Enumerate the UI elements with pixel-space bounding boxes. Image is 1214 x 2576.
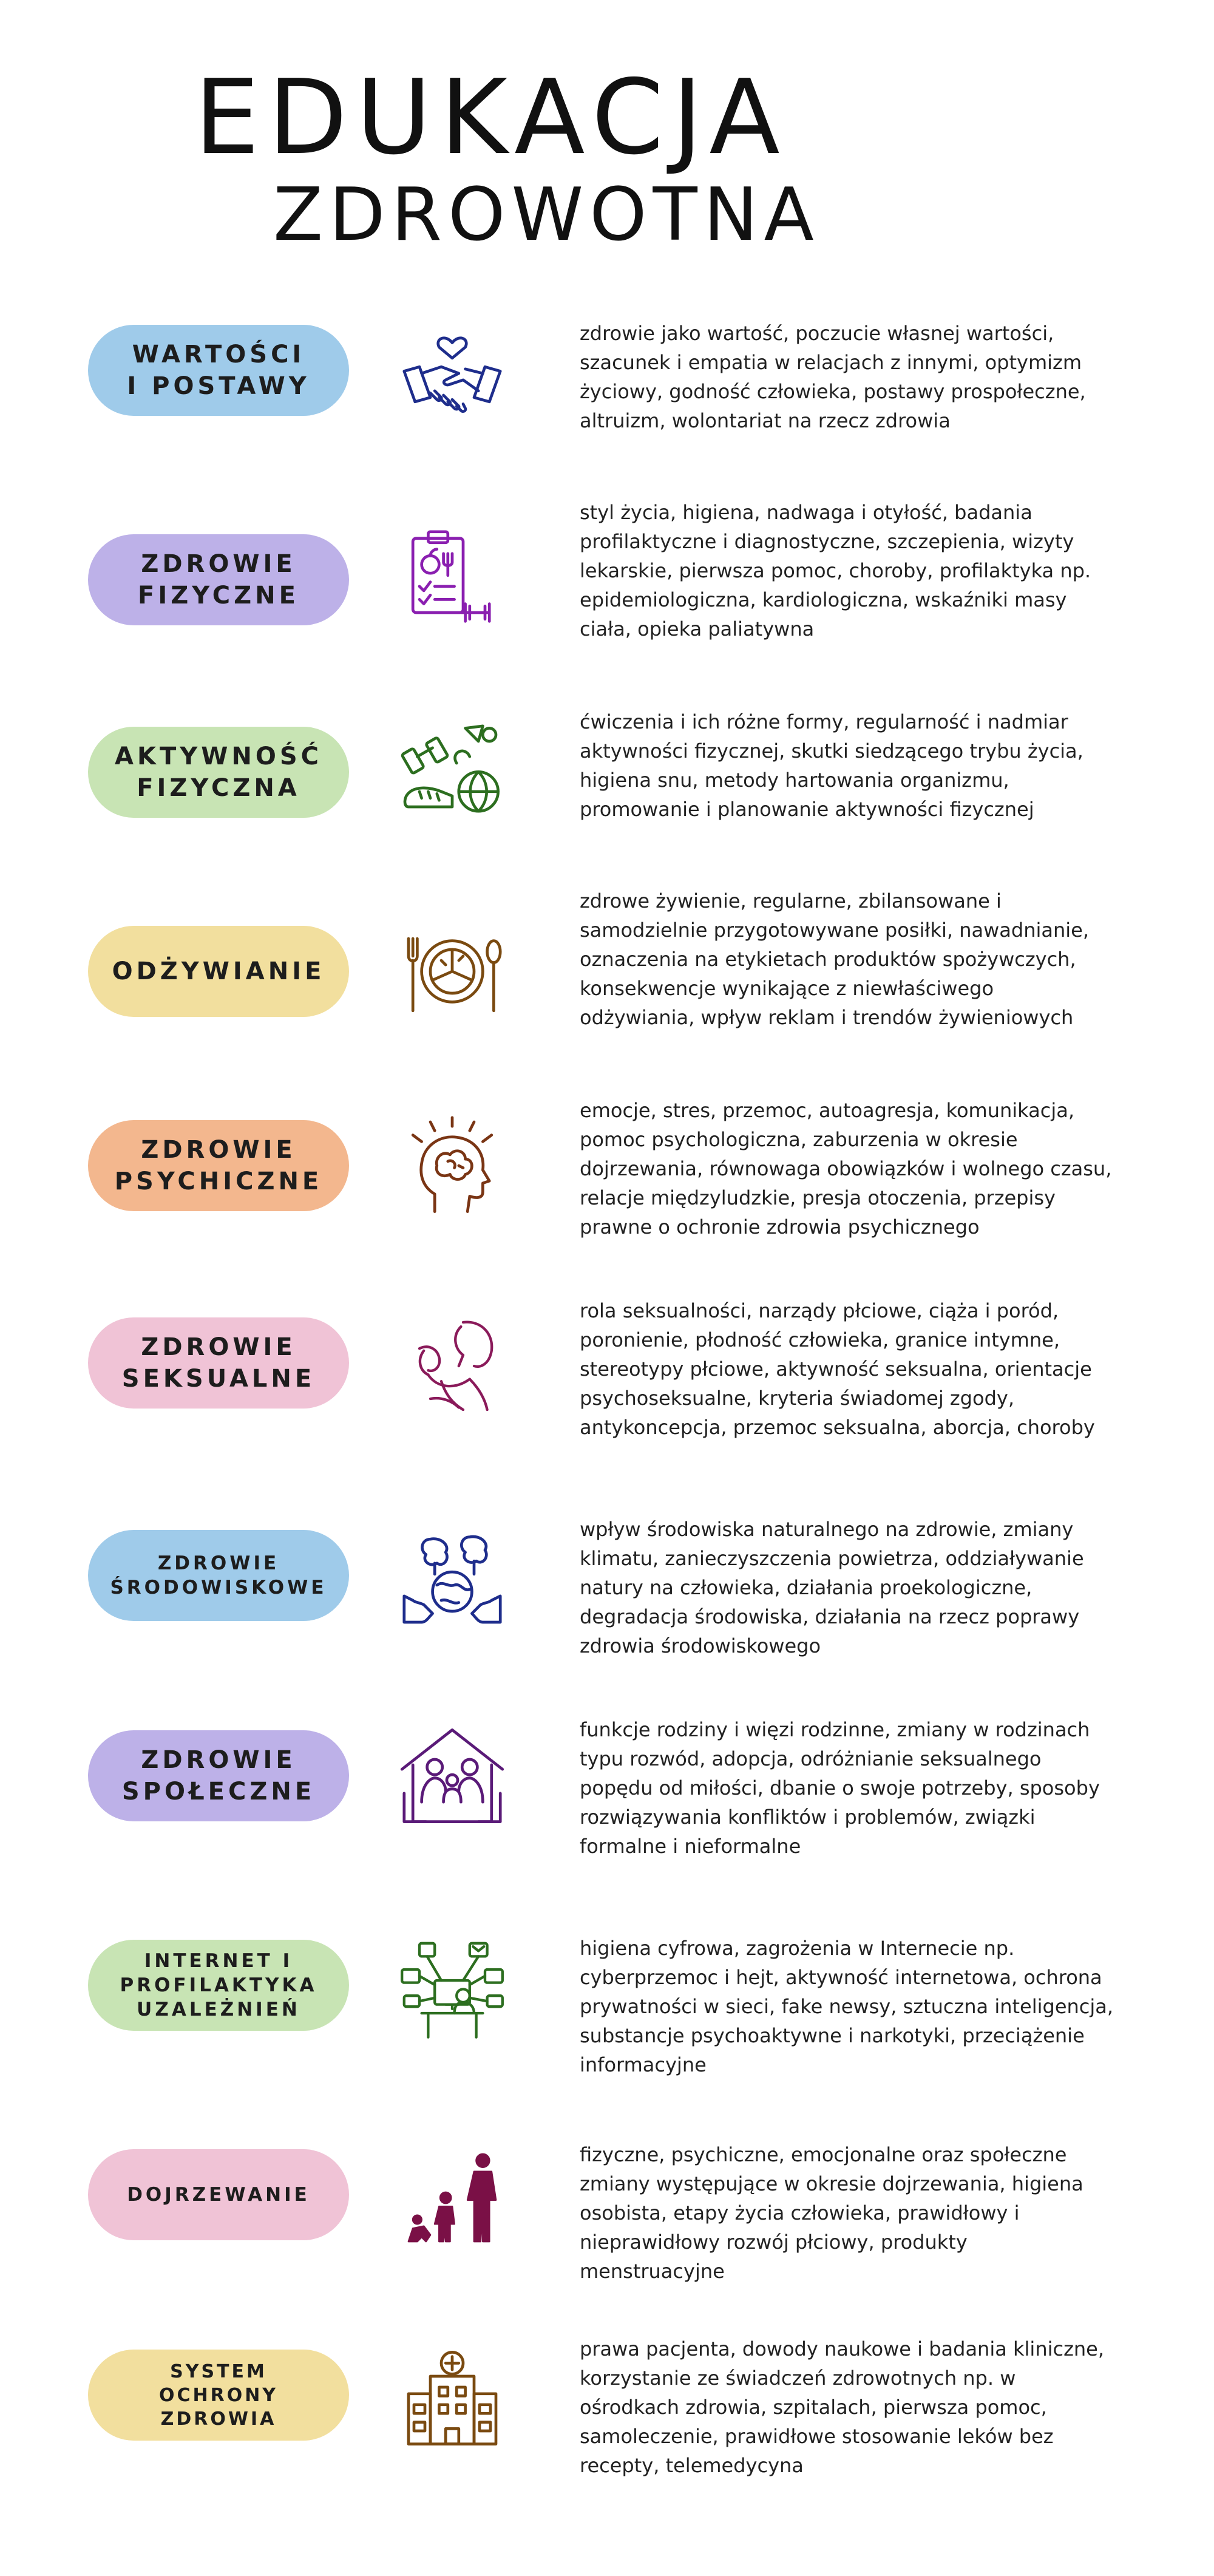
section-description: prawa pacjenta, dowody naukowe i badania kliniczne, korzystanie ze świadczeń zdrowotnych np. w ośrodkach zdrowia, szpitalach, pierwsza pomoc, samoleczenie, prawidłowe stosowanie leków bez recepty, telemedycyna: [580, 2337, 1105, 2477]
computer-network-icon: [398, 1937, 507, 2046]
section-label: ODŻYWIANIE: [88, 926, 349, 1017]
section-description: higiena cyfrowa, zagrożenia w Internecie np. cyberprzemoc i hejt, aktywność internetowa, ochrona prywatności w sieci, fake newsy, sztuczna inteligencja, substancje psychoaktywne i narkotyki, przeciążenie informacyjne: [580, 1937, 1114, 2076]
section-label: ZDROWIE PSYCHICZNE: [88, 1120, 349, 1211]
couple-embrace-icon: [398, 1311, 507, 1421]
section-description: wpływ środowiska naturalnego na zdrowie, zmiany klimatu, zanieczyszczenia powietrza, oddziaływanie natury na człowieka, działania proekologiczne, degradacja środowiska, działania na rzecz poprawy zdrowia środowiskowego: [580, 1518, 1084, 1657]
section-label: ZDROWIE ŚRODOWISKOWE: [88, 1530, 349, 1621]
section-label: DOJRZEWANIE: [88, 2149, 349, 2240]
section-label: SYSTEM OCHRONY ZDROWIA: [88, 2350, 349, 2441]
section-label: AKTYWNOŚĆ FIZYCZNA: [88, 727, 349, 818]
page-title-line1: EDUKACJA: [194, 58, 788, 178]
section-description: rola seksualności, narządy płciowe, ciąża i poród, poronienie, płodność człowieka, granice intymne, stereotypy płciowe, aktywność seksualna, orientacje psychoseksualne, kryteria świadomej zgody, antykoncepcja, przemoc seksualna, aborcja, choroby: [580, 1299, 1095, 1439]
family-house-icon: [398, 1721, 507, 1830]
section-label: ZDROWIE FIZYCZNE: [88, 534, 349, 625]
section-description: funkcje rodziny i więzi rodzinne, zmiany w rodzinach typu rozwód, adopcja, odróżnianie seksualnego popędu od miłości, dbanie o swoje potrzeby, sposoby rozwiązywania konfliktów i problemów, związki formalne i nieformalne: [580, 1718, 1100, 1858]
section-label: INTERNET I PROFILAKTYKA UZALEŻNIEŃ: [88, 1940, 349, 2031]
section-description: ćwiczenia i ich różne formy, regularność i nadmiar aktywności fizycznej, skutki siedzącego trybu życia, higiena snu, metody hartowania organizmu, promowanie i planowanie aktywności fizycznej: [580, 710, 1083, 821]
section-description: zdrowe żywienie, regularne, zbilansowane i samodzielnie przygotowywane posiłki, nawadnianie, oznaczenia na etykietach produktów spożywczych, konsekwencje wynikające z niewłaściwego odżywiania, wpływ reklam i trendów żywieniowych: [580, 889, 1089, 1029]
section-description: emocje, stres, przemoc, autoagresja, komunikacja, pomoc psychologiczna, zaburzenia w okresie dojrzewania, równowaga obowiązków i wolnego czasu, relacje międzyludzkie, presja otoczenia, przepisy prawne o ochronie zdrowia psychicznego: [580, 1099, 1112, 1239]
page-title-line2: ZDROWOTNA: [273, 173, 820, 257]
section-label: ZDROWIE SPOŁECZNE: [88, 1730, 349, 1821]
section-label: WARTOŚCI I POSTAWY: [88, 325, 349, 416]
earth-hands-trees-icon: [398, 1524, 507, 1633]
plate-cutlery-icon: [398, 917, 507, 1026]
hospital-building-icon: [398, 2343, 507, 2453]
head-brain-icon: [398, 1111, 507, 1220]
section-description: zdrowie jako wartość, poczucie własnej wartości, szacunek i empatia w relacjach z innymi, optymizm życiowy, godność człowieka, postawy prospołeczne, altruizm, wolontariat na rzecz zdrowia: [580, 322, 1086, 432]
handshake-heart-icon: [398, 319, 507, 428]
health-clipboard-icon: [398, 525, 507, 634]
section-description: styl życia, higiena, nadwaga i otyłość, badania profilaktyczne i diagnostyczne, szczepienia, wizyty lekarskie, pierwsza pomoc, choroby, profilaktyka np. epidemiologiczna, kardiologiczna, wskaźniki masy ciała, opieka paliatywna: [580, 501, 1091, 641]
section-label: ZDROWIE SEKSUALNE: [88, 1317, 349, 1409]
sports-equipment-icon: [398, 719, 507, 829]
growth-stages-icon: [398, 2143, 507, 2252]
section-description: fizyczne, psychiczne, emocjonalne oraz społeczne zmiany występujące w okresie dojrzewania, higiena osobista, etapy życia człowieka, prawidłowy i nieprawidłowy rozwój płciowy, produkty menstruacyjne: [580, 2143, 1083, 2283]
